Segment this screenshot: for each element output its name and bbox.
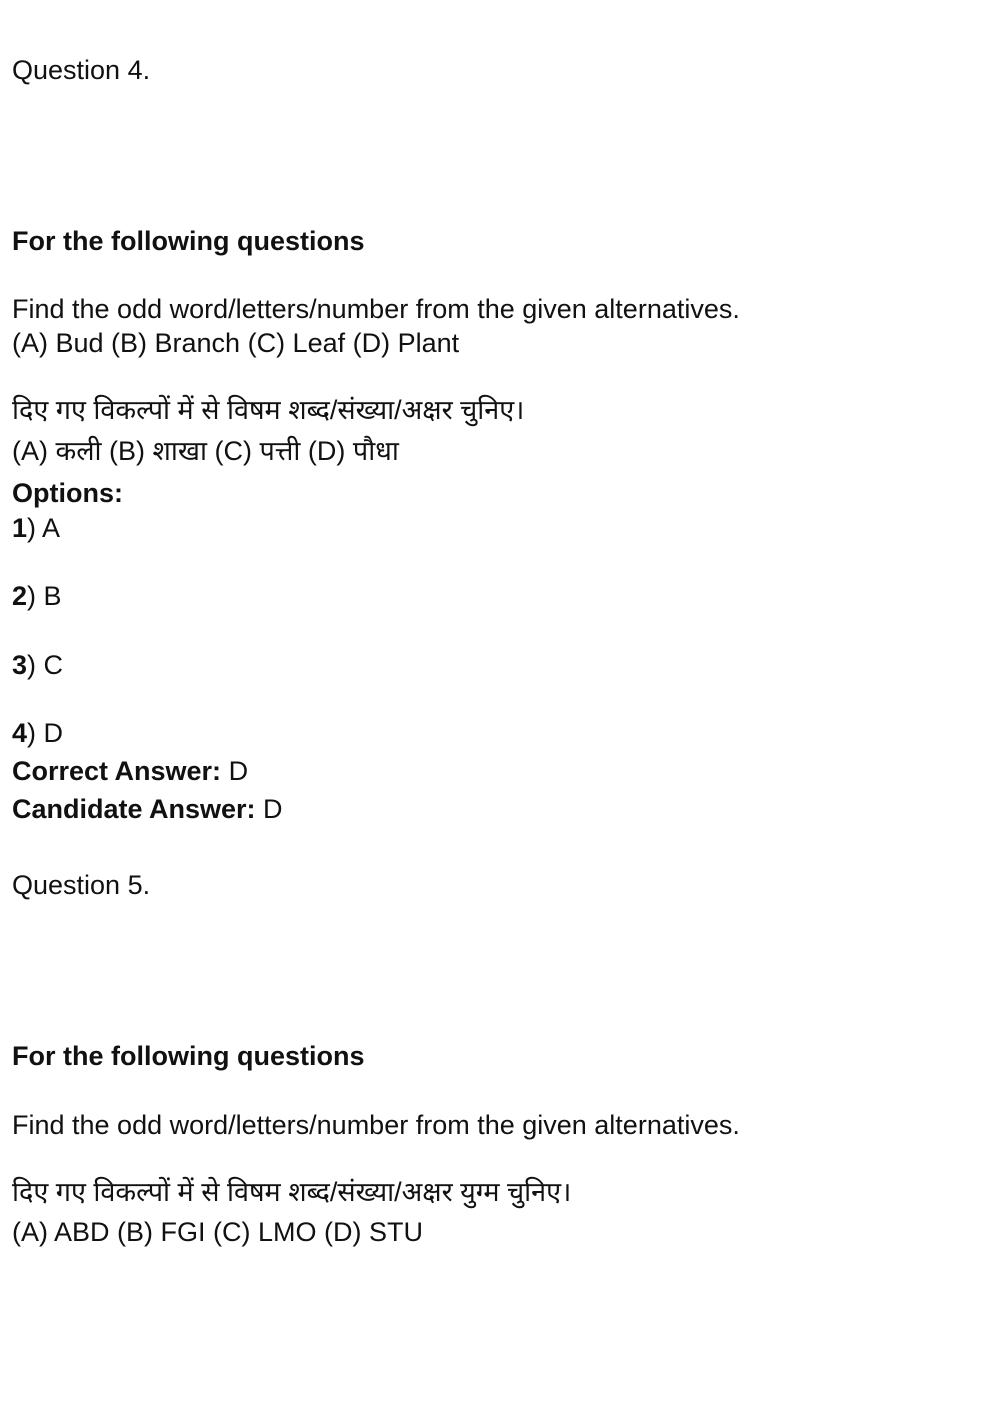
options-label: Options: [12, 478, 123, 508]
candidate-answer [12, 792, 283, 826]
candidate-answer-value: D [255, 794, 283, 824]
option-text: ) D [27, 718, 64, 748]
option-number: 1 [12, 513, 28, 543]
question-4-instruction-hi: दिए गए विकल्पों में से विषम शब्द/संख्या/अक्षर चुनिए। [12, 395, 525, 425]
option-number: 3 [12, 650, 28, 680]
question-5-instruction-en: Find the odd word/letters/number from the given alternatives. [12, 1110, 740, 1140]
option-number: 2 [12, 581, 28, 611]
question-4-title: Question 4. [12, 55, 151, 85]
question-4-heading: For the following questions [12, 226, 365, 256]
option-3 [12, 648, 63, 682]
option-1 [12, 511, 60, 545]
question-5-heading: For the following questions [12, 1041, 365, 1071]
option-2 [12, 579, 62, 613]
question-4-instruction-en: Find the odd word/letters/number from the given alternatives. [12, 294, 740, 324]
option-text: ) B [27, 581, 62, 611]
option-number: 4 [12, 718, 28, 748]
option-4 [12, 716, 63, 750]
option-text: ) A [27, 513, 61, 543]
question-5-title: Question 5. [12, 870, 151, 900]
option-text: ) C [27, 650, 64, 680]
correct-answer [12, 754, 248, 788]
candidate-answer-label: Candidate Answer: [12, 794, 256, 824]
question-4-options-en: (A) Bud (B) Branch (C) Leaf (D) Plant [12, 328, 460, 358]
question-5-instruction-hi: दिए गए विकल्पों में से विषम शब्द/संख्या/अक्षर युग्म चुनिए। [12, 1177, 572, 1207]
correct-answer-label: Correct Answer: [12, 756, 222, 786]
question-4-options-hi: (A) कली (B) शाखा (C) पत्ती (D) पौधा [12, 436, 399, 466]
question-5-options-en: (A) ABD (B) FGI (C) LMO (D) STU [12, 1217, 423, 1247]
correct-answer-value: D [221, 756, 249, 786]
